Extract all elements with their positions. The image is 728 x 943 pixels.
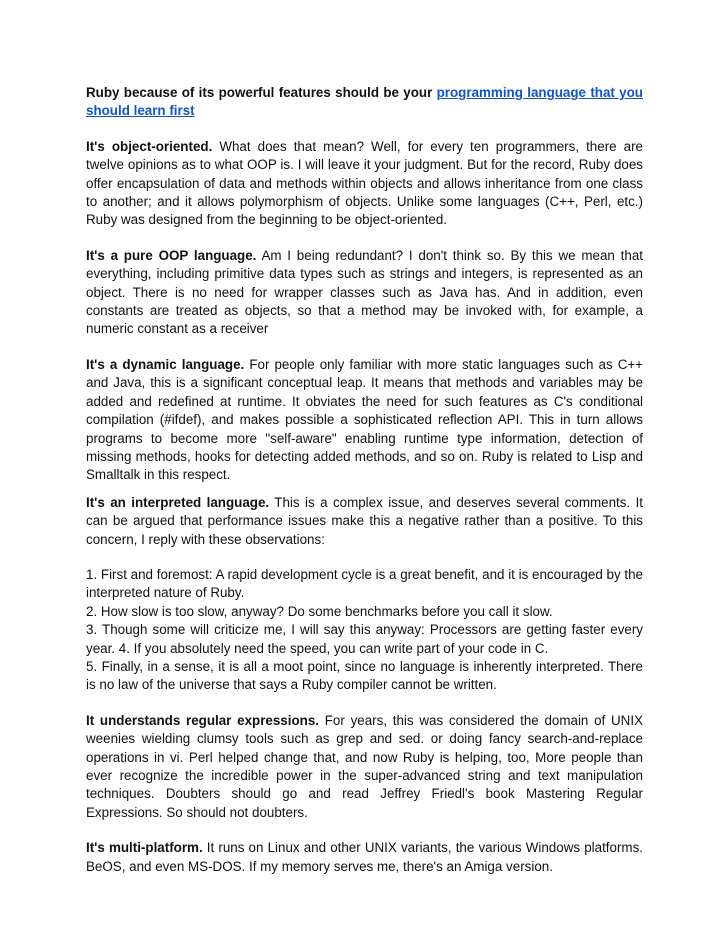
intro-text: Ruby because of its powerful features should be your	[86, 85, 437, 100]
list-item: 3. Though some will criticize me, I will say this anyway: Processors are getting faster every year. 4. If you absolutely need the speed, you can write part of your code in C.	[86, 622, 643, 656]
section-heading: It's multi-platform.	[86, 840, 203, 856]
section-regular-expressions	[86, 712, 643, 822]
section-body: This is a complex issue, and deserves several comments. It can be argued that performance issues make this a negative rather than a positive. To this concern, I reply with these observations:	[86, 494, 644, 547]
intro-paragraph	[86, 84, 643, 121]
section-interpreted	[86, 494, 643, 549]
observations-list	[86, 566, 643, 695]
section-heading: It's a pure OOP language.	[86, 247, 257, 263]
list-item: 5. Finally, in a sense, it is all a moot point, since no language is inherently interpreted. There is no law of the universe that says a Ruby compiler cannot be written.	[86, 658, 643, 693]
document-body	[86, 84, 643, 876]
section-body: Am I being redundant? I don't think so. By this we mean that everything, including primitive data types such as strings and integers, is represented as an object. There is no need for wrapper classes such as Java has. And in addition, even constants are treated as objects, so that a method may be invoked with, for example, a numeric constant as a receiver	[86, 247, 643, 337]
section-body: What does that mean? Well, for every ten programmers, there are twelve opinions as to what OOP is. I will leave it your judgment. But for the record, Ruby does offer encapsulation of data and methods within objects and allows inheritance from one class to another; and it allows polymorphism of objects. Unlike some languages (C++, Perl, etc.) Ruby was designed from the beginning to be object-oriented.	[86, 138, 643, 228]
list-item: 2. How slow is too slow, anyway? Do some benchmarks before you call it slow.	[86, 603, 553, 619]
section-body: For people only familiar with more static languages such as C++ and Java, this is a significant conceptual leap. It means that methods and variables may be added and redefined at runtime. It obviates the need for such features as C's conditional compilation (#ifdef), and makes possible a sophisticated reflection API. This in turn allows programs to become more "self-aware" enabling runtime type information, detection of missing methods, hooks for detecting added methods, and so on. Ruby is related to Lisp and Smalltalk in this respect.	[86, 356, 644, 483]
section-dynamic	[86, 356, 643, 485]
section-pure-oop	[86, 247, 643, 339]
section-multi-platform	[86, 839, 643, 876]
section-heading: It's a dynamic language.	[86, 356, 245, 372]
section-heading: It's an interpreted language.	[86, 494, 270, 510]
section-body: For years, this was considered the domain of UNIX weenies wielding clumsy tools such as grep and sed. or doing fancy search-and-replace operations in vi. Perl helped change that, and now Ruby is helping, too, More people than ever recognize the incredible power in the super-advanced string and text manipulation techniques. Doubters should go and read Jeffrey Friedl's book Mastering Regular Expressions. So should not doubters.	[86, 712, 644, 820]
list-item: 1. First and foremost: A rapid development cycle is a great benefit, and it is encouraged by the interpreted nature of Ruby.	[86, 566, 643, 601]
section-body: It runs on Linux and other UNIX variants, the various Windows platforms. BeOS, and even MS-DOS. If my memory serves me, there's an Amiga version.	[86, 840, 643, 874]
section-heading: It understands regular expressions.	[86, 712, 320, 728]
section-heading: It's object-oriented.	[86, 138, 213, 154]
section-object-oriented	[86, 138, 643, 230]
intro-link[interactable]: programming language that you should learn first	[86, 85, 643, 119]
